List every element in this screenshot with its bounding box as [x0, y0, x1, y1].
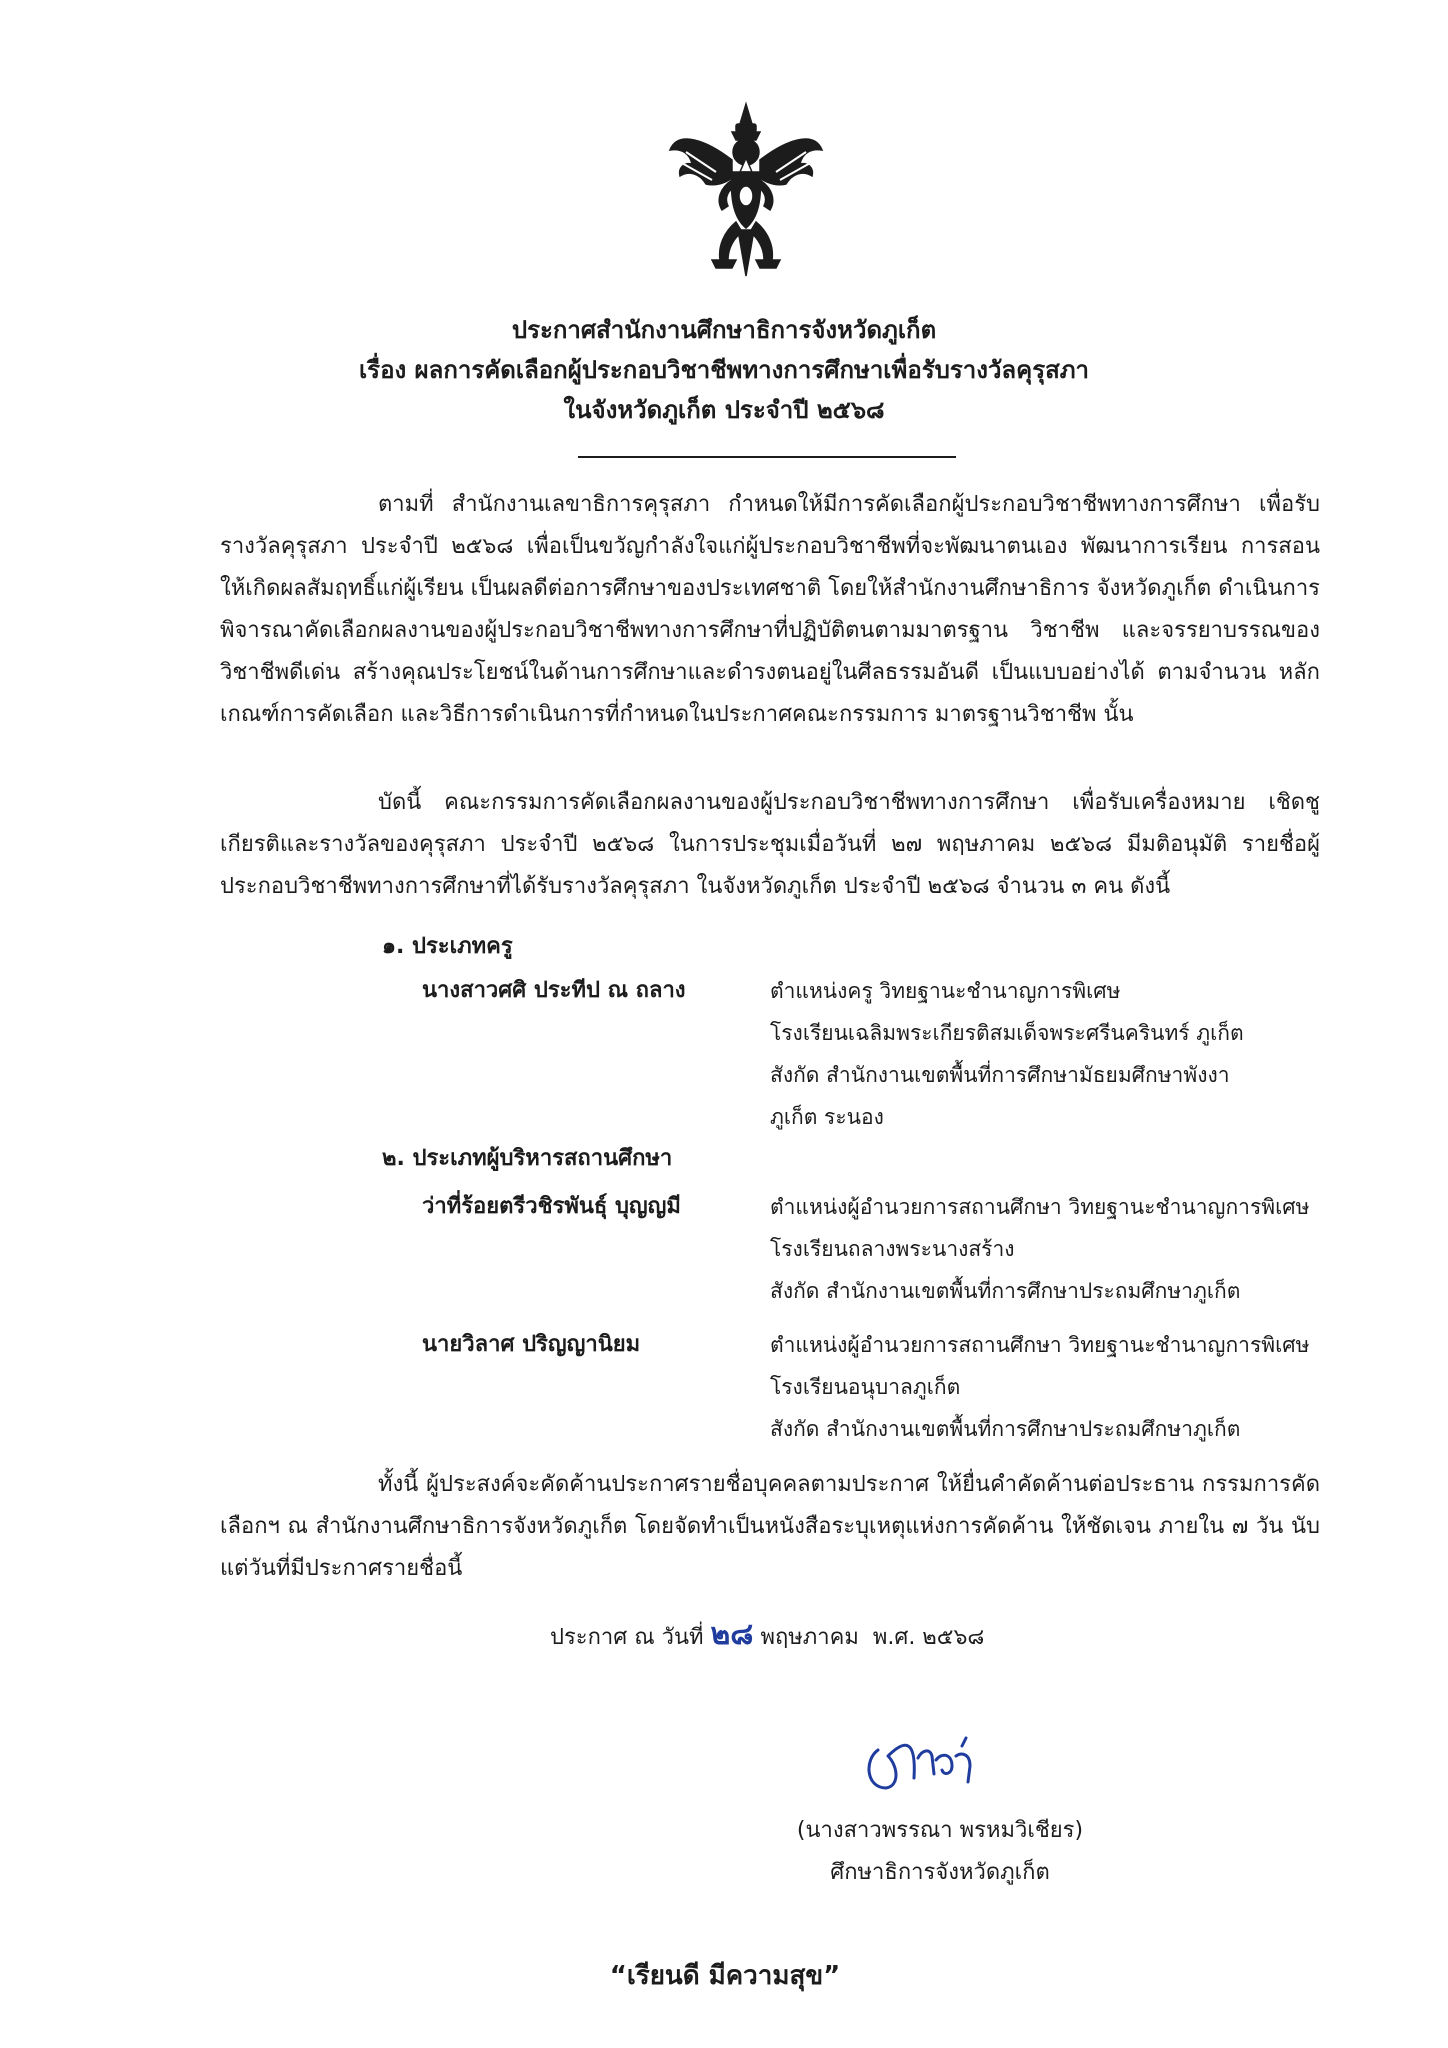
handwritten-signature-icon	[858, 1726, 988, 1798]
awardee-position: ตำแหน่งครู วิทยฐานะชำนาญการพิเศษ	[770, 979, 1121, 1003]
date-prefix: ประกาศ ณ วันที่	[550, 1625, 704, 1650]
signer-name: (นางสาวพรรณา พรหมวิเชียร)	[796, 1818, 1084, 1843]
title-divider	[578, 456, 956, 458]
paragraph-background: ตามที่ สำนักงานเลขาธิการคุรุสภา กำหนดให้มีการคัดเลือกผู้ประกอบวิชาชีพทางการศึกษา เพื่อรับรางวัลคุรุสภา ประจำปี ๒๕๖๘ เพื่อเป็นขวัญกำลังใจแก่ผู้ประกอบวิชาชีพที่จะพัฒนาตนเอง พัฒนาการเรียน การสอน ให้เกิดผลสัมฤทธิ์แก่ผู้เรียน เป็นผลดีต่อการศึกษาของประเทศชาติ โดยให้สำนักงานศึกษาธิการ จังหวัดภูเก็ต ดำเนินการพิจารณาคัดเลือกผลงานของผู้ประกอบวิชาชีพทางการศึกษาที่ปฏิบัติตนตามมาตรฐาน วิชาชีพ และจรรยาบรรณของวิชาชีพดีเด่น สร้างคุณประโยชน์ในด้านการศึกษาและดำรงตนอยู่ในศีลธรรมอันดี เป็นแบบอย่างได้ ตามจำนวน หลักเกณฑ์การคัดเลือก และวิธีการดำเนินการที่กำหนดในประกาศคณะกรรมการ มาตรฐานวิชาชีพ นั้น	[220, 492, 1320, 727]
awardee-affiliation-cont: ภูเก็ต ระนอง	[770, 1105, 884, 1129]
date-year: พ.ศ. ๒๕๖๘	[872, 1625, 985, 1650]
date-day: ๒๘	[710, 1617, 754, 1652]
category-teacher-heading: ๑. ประเภทครู	[382, 934, 513, 959]
awardee-name: นายวิลาศ ปริญญานิยม	[422, 1332, 641, 1357]
awardee-school: โรงเรียนถลางพระนางสร้าง	[770, 1237, 1015, 1261]
awardee-details	[770, 970, 1244, 1138]
awardee-affiliation: สังกัด สำนักงานเขตพื้นที่การศึกษาประถมศึกษาภูเก็ต	[770, 1279, 1241, 1303]
awardee-position: ตำแหน่งผู้อำนวยการสถานศึกษา วิทยฐานะชำนาญการพิเศษ	[770, 1333, 1310, 1357]
awardee-affiliation: สังกัด สำนักงานเขตพื้นที่การศึกษาประถมศึกษาภูเก็ต	[770, 1417, 1241, 1441]
paragraph-resolution: บัดนี้ คณะกรรมการคัดเลือกผลงานของผู้ประกอบวิชาชีพทางการศึกษา เพื่อรับเครื่องหมาย เชิดชูเกียรติและรางวัลของคุรุสภา ประจำปี ๒๕๖๘ ในการประชุมเมื่อวันที่ ๒๗ พฤษภาคม ๒๕๖๘ มีมติอนุมัติ รายชื่อผู้ประกอบวิชาชีพทางการศึกษาที่ได้รับรางวัลคุรุสภา ในจังหวัดภูเก็ต ประจำปี ๒๕๖๘ จำนวน ๓ คน ดังนี้	[220, 790, 1320, 899]
awardee-details	[770, 1324, 1309, 1450]
awardee-details	[770, 1186, 1309, 1312]
category-administrator-heading: ๒. ประเภทผู้บริหารสถานศึกษา	[382, 1146, 673, 1171]
paragraph-objection: ทั้งนี้ ผู้ประสงค์จะคัดค้านประกาศรายชื่อบุคคลตามประกาศ ให้ยื่นคำคัดค้านต่อประธาน กรรมการคัดเลือกฯ ณ สำนักงานศึกษาธิการจังหวัดภูเก็ต โดยจัดทำเป็นหนังสือระบุเหตุแห่งการคัดค้าน ให้ชัดเจน ภายใน ๗ วัน นับแต่วันที่มีประกาศรายชื่อนี้	[220, 1472, 1320, 1581]
awardee-name: ว่าที่ร้อยตรีวชิรพันธุ์ บุญญมี	[422, 1194, 681, 1219]
awardee-name: นางสาวศศิ ประทีป ณ ถลาง	[422, 978, 686, 1003]
motto: “เรียนดี มีความสุข”	[609, 1961, 841, 1991]
awardee-school: โรงเรียนอนุบาลภูเก็ต	[770, 1375, 961, 1399]
announcement-date	[550, 1614, 984, 1659]
garuda-emblem-icon	[666, 100, 826, 280]
announcement-subject: เรื่อง ผลการคัดเลือกผู้ประกอบวิชาชีพทางการศึกษาเพื่อรับรางวัลคุรุสภา	[358, 356, 1090, 384]
signer-position: ศึกษาธิการจังหวัดภูเก็ต	[830, 1860, 1050, 1885]
announcement-scope: ในจังหวัดภูเก็ต ประจำปี ๒๕๖๘	[563, 396, 885, 424]
announcement-title: ประกาศสำนักงานศึกษาธิการจังหวัดภูเก็ต	[511, 316, 937, 344]
date-month: พฤษภาคม	[760, 1625, 859, 1650]
awardee-school: โรงเรียนเฉลิมพระเกียรติสมเด็จพระศรีนครินทร์ ภูเก็ต	[770, 1021, 1244, 1045]
awardee-affiliation: สังกัด สำนักงานเขตพื้นที่การศึกษามัธยมศึกษาพังงา	[770, 1063, 1230, 1087]
awardee-position: ตำแหน่งผู้อำนวยการสถานศึกษา วิทยฐานะชำนาญการพิเศษ	[770, 1195, 1310, 1219]
